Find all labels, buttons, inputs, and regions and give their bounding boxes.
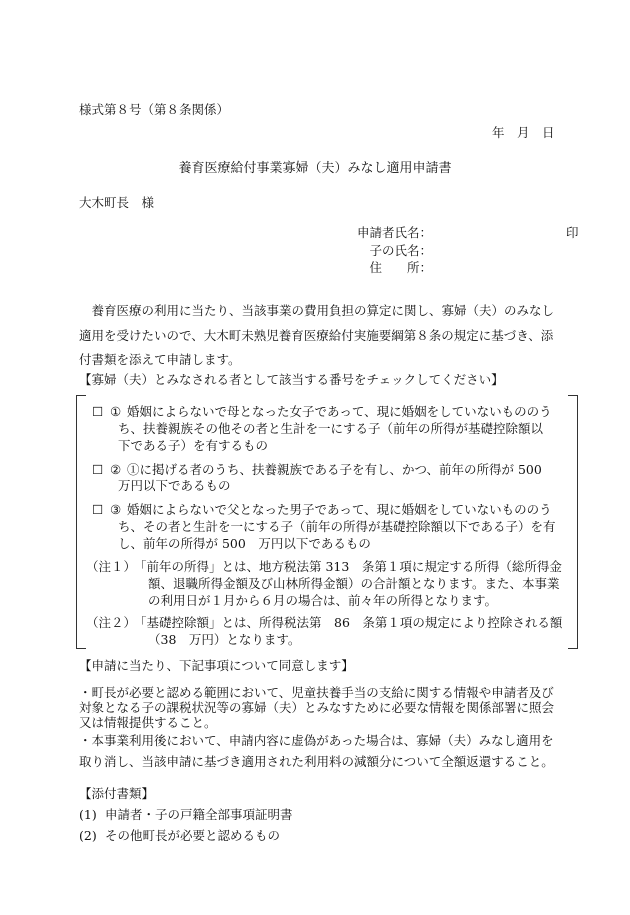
attachment-2-number: (2)	[79, 828, 97, 843]
seal-mark: 印	[566, 225, 579, 240]
consent-item-2-line-1: ・本事業利用後において、申請内容に虚偽があった場合は、寡婦（夫）みなし適用を	[79, 733, 554, 748]
option-1-line-1: 婚姻によらないで母となった女子であって、現に婚姻をしていないもののう	[127, 404, 552, 419]
option-1-line-3: 下である子）を有するもの	[118, 438, 269, 453]
option-3-checkbox[interactable]: ☐	[92, 502, 104, 517]
left-bracket	[76, 395, 86, 649]
note-1-line-3: の利用日が１月から６月の場合は、前々年の所得となります。	[148, 593, 498, 608]
attachment-1-number: (1)	[79, 807, 97, 822]
note-2-label: （注２）	[86, 615, 137, 630]
body-line-2: 適用を受けたいので、大木町未熟児養育医療給付実施要綱第８条の規定に基づき、添	[79, 328, 554, 343]
applicant-name-label: 申請者氏名：	[356, 225, 432, 240]
date-placeholder: 年 月 日	[492, 125, 555, 140]
option-1-line-2: ち、扶養親族その他その者と生計を一にする子（前年の所得が基礎控除額以	[118, 421, 544, 436]
attachments-heading: 【添付書類】	[79, 786, 155, 801]
consent-heading: 【申請に当たり、下記事項について同意します】	[79, 658, 354, 673]
option-3-line-2: ち、その者と生計を一にする子（前年の所得が基礎控除額以下である子）を有	[118, 519, 556, 534]
body-line-3: 付書類を添えて申請します。	[79, 352, 241, 367]
document-title: 養育医療給付事業寡婦（夫）みなし適用申請書	[178, 161, 452, 176]
option-1-number: ①	[110, 404, 122, 419]
option-3-number: ③	[110, 502, 122, 517]
option-2-line-2: 万円以下であるもの	[118, 478, 231, 493]
consent-item-1-line-3: 又は情報提供すること。	[79, 715, 217, 730]
addressee: 大木町長 様	[79, 195, 155, 210]
right-bracket	[568, 395, 578, 649]
note-1-line-1: 「前年の所得」とは、地方税法第 313 条第１項に規定する所得（総所得金	[134, 559, 562, 574]
note-2-line-1: 「基礎控除額」とは、所得税法第 86 条第１項の規定により控除される額	[134, 615, 563, 630]
option-2-number: ②	[110, 462, 122, 477]
option-1-checkbox[interactable]: ☐	[92, 404, 104, 419]
consent-item-1-line-1: ・町長が必要と認める範囲において、児童扶養手当の支給に関する情報や申請者及び	[79, 685, 554, 700]
address-label: 住 所：	[369, 260, 432, 275]
consent-item-2-line-2: 取り消し、当該申請に基づき適用された利用料の減額分について全額返還すること。	[79, 754, 554, 769]
child-name-label: 子の氏名：	[369, 243, 432, 258]
option-2-line-1: ①に掲げる者のうち、扶養親族である子を有し、かつ、前年の所得が 500	[127, 462, 542, 477]
body-line-1: 養育医療の利用に当たり、当該事業の費用負担の算定に関し、寡婦（夫）のみなし	[79, 303, 555, 318]
attachment-2-text: その他町長が必要と認めるもの	[105, 828, 281, 843]
note-1-line-2: 額、退職所得金額及び山林所得金額）の合計額となります。また、本事業	[148, 576, 560, 591]
note-2-line-2: （38 万円）となります。	[148, 632, 301, 647]
option-3-line-3: し、前年の所得が 500 万円以下であるもの	[118, 536, 371, 551]
attachment-1-text: 申請者・子の戸籍全部事項証明書	[105, 807, 293, 822]
form-number: 様式第８号（第８条関係）	[79, 102, 230, 117]
check-instruction: 【寡婦（夫）とみなされる者として該当する番号をチェックしてください】	[79, 372, 504, 387]
note-1-label: （注１）	[86, 559, 137, 574]
option-3-line-1: 婚姻によらないで父となった男子であって、現に婚姻をしていないもののう	[127, 502, 552, 517]
option-2-checkbox[interactable]: ☐	[92, 462, 104, 477]
consent-item-1-line-2: 対象となる子の課税状況等の寡婦（夫）とみなすために必要な情報を関係部署に照会	[79, 700, 555, 715]
